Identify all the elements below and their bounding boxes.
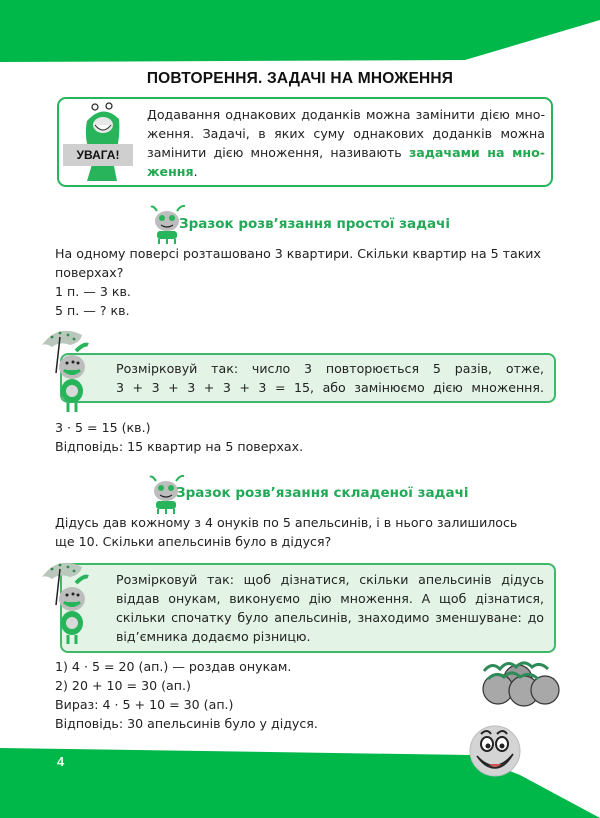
green-monster-icon bbox=[73, 101, 133, 185]
oranges-icon bbox=[478, 657, 560, 709]
umbrella-mascot-icon bbox=[40, 323, 100, 413]
answer-line: Відповідь: 30 апельсинів було у дідуся. bbox=[55, 716, 318, 731]
solution-step: 2) 20 + 10 = 30 (ап.) bbox=[55, 678, 191, 693]
short-note-line: 5 п. — ? кв. bbox=[55, 303, 130, 318]
attention-label: УВАГА! bbox=[63, 144, 133, 166]
page-number: 4 bbox=[57, 754, 65, 769]
solution-step: 1) 4 · 5 = 20 (ап.) — роздав онукам. bbox=[55, 659, 292, 674]
simple-task-problem: На одному поверсі розташовано 3 квартири. Скільки квартир на 5 таких поверхах? 1 п. — 3 кв. 5 п. — ? кв. bbox=[55, 244, 560, 320]
compound-task-problem: Дідусь дав кожному з 4 онуків по 5 апельсинів, і в нього залишилось ще 10. Скільки апельсинів було в дідуся? bbox=[55, 515, 518, 549]
key-term: задачами на мно- bbox=[408, 145, 545, 160]
hint-box-simple: Розмірковуй так: число 3 повторюється 5 разів, отже, 3 + 3 + 3 + 3 + 3 = 15, або замінюємо дією множення. bbox=[60, 353, 556, 403]
umbrella-mascot-icon bbox=[40, 555, 100, 645]
section-heading-simple-task: Зразок розв’язання простої задачі bbox=[179, 216, 451, 232]
top-decorative-band bbox=[0, 0, 600, 70]
hint-box-compound: Розмірковуй так: щоб дізнатися, скільки апельсинів дідусь віддав онукам, виконуємо дію множення. А щоб дізнатися, скільки спочатку було апельсинів, знаходимо зменшуване: до від’ємника додаємо різницю. bbox=[60, 563, 556, 653]
answer-line: Відповідь: 15 квартир на 5 поверхах. bbox=[55, 439, 304, 454]
attention-text: Додавання однакових доданків можна замінити дією мно- ження. Задачі, в яких суму однакових доданків можна замінити дією множення, називають задачами на мно- ження. bbox=[147, 107, 545, 179]
page-title: ПОВТОРЕННЯ. ЗАДАЧІ НА МНОЖЕННЯ bbox=[146, 70, 454, 87]
solution-line: 3 · 5 = 15 (кв.) bbox=[55, 420, 151, 435]
smiley-face-icon bbox=[469, 724, 521, 778]
section-heading-compound-task: Зразок розв’язання складеної задачі bbox=[176, 485, 469, 501]
short-note-line: 1 п. — 3 кв. bbox=[55, 284, 131, 299]
expression-line: Вираз: 4 · 5 + 10 = 30 (ап.) bbox=[55, 697, 234, 712]
simple-task-solution bbox=[55, 418, 560, 456]
attention-box bbox=[57, 97, 553, 187]
